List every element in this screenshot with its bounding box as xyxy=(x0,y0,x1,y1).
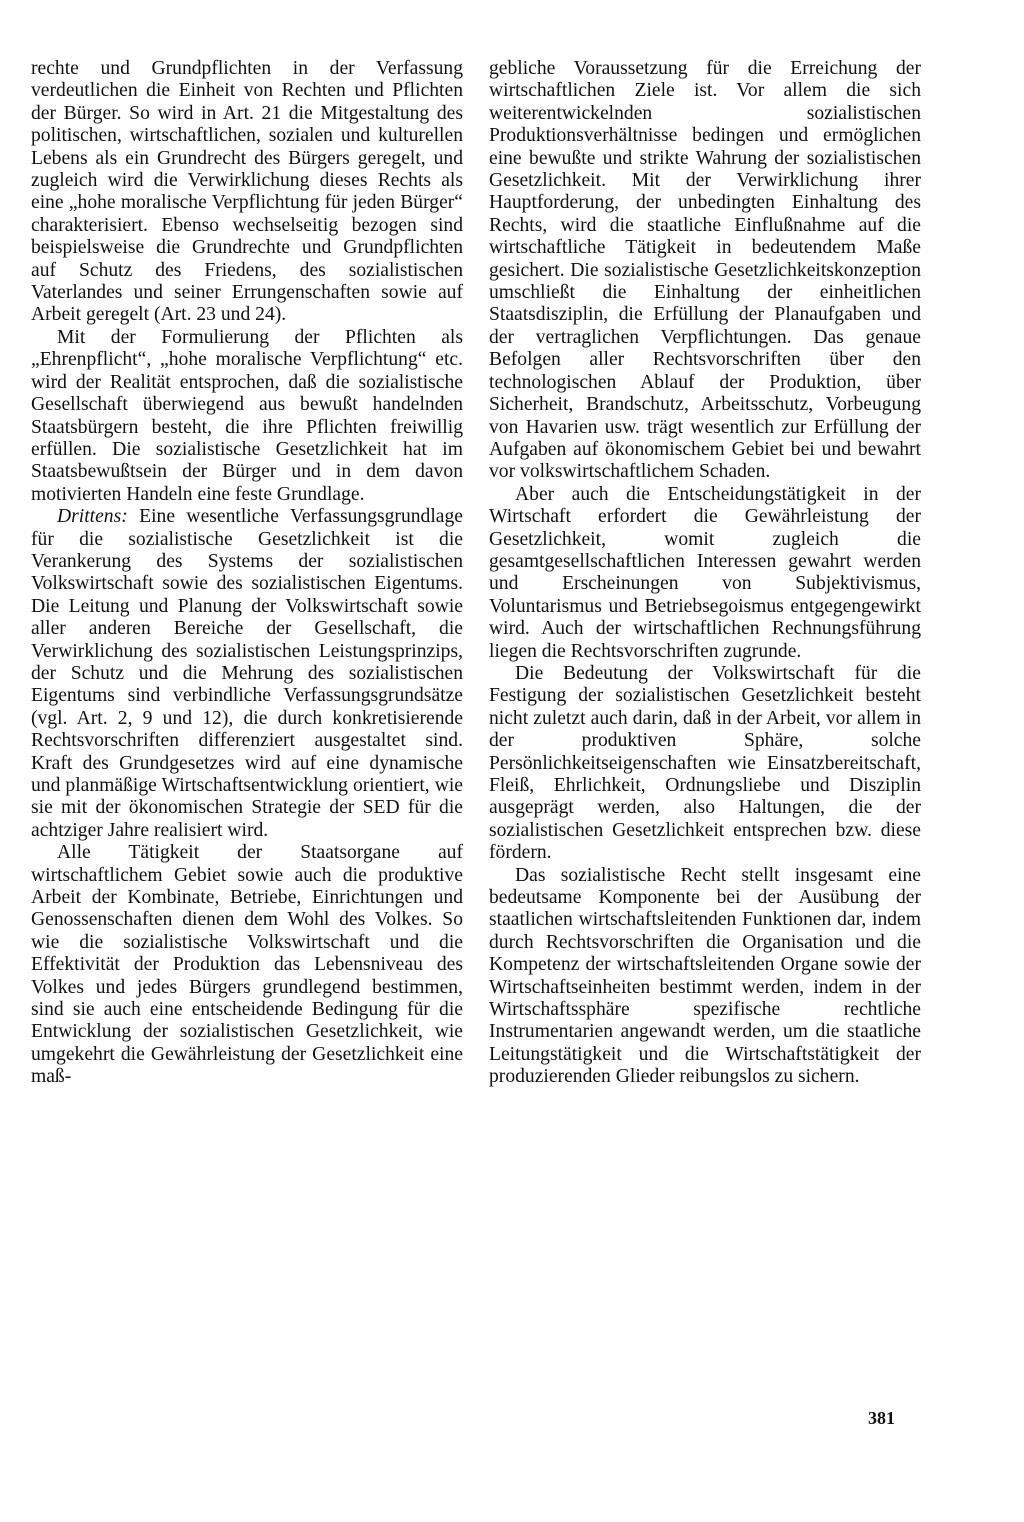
right-column xyxy=(489,58,921,1089)
right-paragraph-4: Das sozialistische Recht stellt insgesamt eine bedeutsame Komponente bei der Ausübung der staatlichen wirtschaftsleitenden Funktionen dar, indem durch Rechtsvorschriften die Organisation und die Kompetenz der wirtschaftsleitenden Organe sowie der Wirtschaftseinheiten bestimmt werden, indem in der Wirtschaftssphäre spezifische rechtliche Instrumentarien angewandt werden, um die staatliche Leitungstätigkeit und die Wirtschaftstätigkeit der produzierenden Glieder reibungslos zu sichern. xyxy=(489,864,921,1088)
right-paragraph-1: gebliche Voraussetzung für die Erreichung der wirtschaftlichen Ziele ist. Vor allem die sich weiterentwickelnden sozialistischen Produktionsverhältnisse bedingen und ermöglichen eine bewußte und strikte Wahrung der sozialistischen Gesetzlichkeit. Mit der Verwirklichung ihrer Hauptforderung, der unbedingten Einhaltung des Rechts, wird die staatliche Einflußnahme auf die wirtschaftliche Tätigkeit in bedeutendem Maße gesichert. Die sozialistische Gesetzlichkeitskonzeption umschließt die Einhaltung der einheitlichen Staatsdisziplin, die Erfüllung der Planaufgaben und der vertraglichen Verpflichtungen. Das genaue Befolgen aller Rechtsvorschriften über den technologischen Ablauf der Produktion, über Sicherheit, Brandschutz, Arbeitsschutz, Vorbeugung von Havarien usw. trägt wesentlich zur Erfüllung der Aufgaben auf ökonomischem Gebiet bei und bewahrt vor volkswirtschaftlichem Schaden. xyxy=(489,58,921,483)
right-paragraph-3: Die Bedeutung der Volkswirtschaft für die Festigung der sozialistischen Gesetzlichkeit besteht nicht zuletzt auch darin, daß in der Arbeit, vor allem in der produktiven Sphäre, solche Persönlichkeitseigenschaften wie Einsatzbereitschaft, Fleiß, Ehrlichkeit, Ordnungsliebe und Disziplin ausgeprägt werden, also Haltungen, die der sozialistischen Gesetzlichkeit entsprechen bzw. diese fördern. xyxy=(489,662,921,864)
left-paragraph-4: Alle Tätigkeit der Staatsorgane auf wirtschaftlichem Gebiet sowie auch die produktive Arbeit der Kombinate, Betriebe, Einrichtungen und Genossenschaften dienen dem Wohl des Volkes. So wie die sozialistische Volkswirtschaft und die Effektivität der Produktion das Lebensniveau des Volkes und jedes Bürgers grundlegend bestimmen, sind sie auch eine entscheidende Bedingung für die Entwicklung der sozialistischen Gesetzlichkeit, wie umgekehrt die Gewährleistung der Gesetzlichkeit eine maß- xyxy=(31,842,463,1088)
left-paragraph-2: Mit der Formulierung der Pflichten als „Ehrenpflicht“, „hohe moralische Verpflichtung“ etc. wird der Realität entsprochen, daß die sozialistische Gesellschaft überwiegend aus bewußt handelnden Staatsbürgern besteht, die ihre Pflichten freiwillig erfüllen. Die sozialistische Gesetzlichkeit hat im Staatsbewußtsein der Bürger und in dem davon motivierten Handeln eine feste Grundlage. xyxy=(31,326,463,505)
left-paragraph-3-body: Eine wesentliche Verfassungsgrundlage für die sozialistische Gesetzlichkeit ist die Verankerung des Systems der sozialistischen Volkswirtschaft sowie des sozialistischen Eigentums. Die Leitung und Planung der Volkswirtschaft sowie aller anderen Bereiche der Gesellschaft, die Verwirklichung des sozialistischen Leistungsprinzips, der Schutz und die Mehrung des sozialistischen Eigentums sind verbindliche Verfassungsgrundsätze (vgl. Art. 2, 9 und 12), die durch konkretisierende Rechtsvorschriften differenziert ausgestaltet sind. Kraft des Grundgesetzes wird auf eine dynamische und planmäßige Wirtschaftsentwicklung orientiert, wie sie mit der ökonomischen Strategie der SED für die achtziger Jahre realisiert wird. xyxy=(31,506,463,841)
left-paragraph-3 xyxy=(31,506,463,842)
drittens-lead: Drittens: xyxy=(57,506,128,528)
left-paragraph-1: rechte und Grundpflichten in der Verfassung verdeutlichen die Einheit von Rechten und Pflichten der Bürger. So wird in Art. 21 die Mitgestaltung des politischen, wirtschaftlichen, sozialen und kulturellen Lebens als ein Grundrecht des Bürgers geregelt, und zugleich wird die Verwirklichung dieses Rechts als eine „hohe moralische Verpflichtung für jeden Bürger“ charakterisiert. Ebenso wechselseitig bezogen sind beispielsweise die Grundrechte und Grundpflichten auf Schutz des Friedens, des sozialistischen Vaterlandes und seiner Errungenschaften sowie auf Arbeit geregelt (Art. 23 und 24). xyxy=(31,58,463,326)
page-number: 381 xyxy=(868,1408,895,1428)
right-paragraph-2: Aber auch die Entscheidungstätigkeit in der Wirtschaft erfordert die Gewährleistung der Gesetzlichkeit, womit zugleich die gesamtgesellschaftlichen Interessen gewahrt werden und Erscheinungen von Subjektivismus, Voluntarismus und Betriebsegoismus entgegengewirkt wird. Auch der wirtschaftlichen Rechnungsführung liegen die Rechtsvorschriften zugrunde. xyxy=(489,483,921,662)
left-column xyxy=(31,58,463,1089)
